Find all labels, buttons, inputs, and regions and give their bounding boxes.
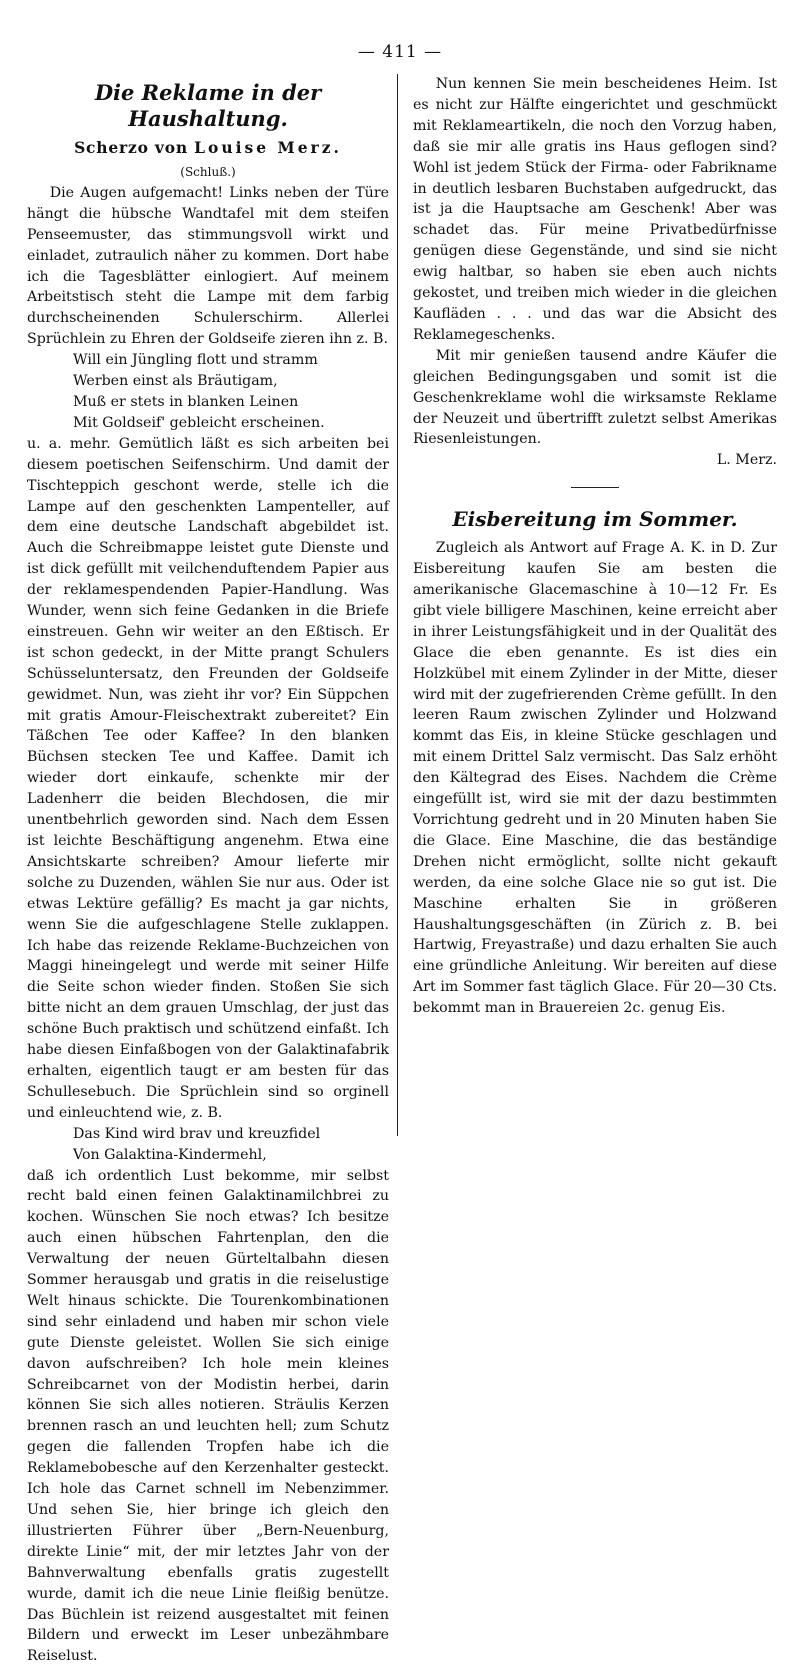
left-column bbox=[27, 74, 389, 1667]
verse-line: Das Kind wird brav und kreuzfidel bbox=[27, 1124, 389, 1145]
continuation-note: (Schluß.) bbox=[27, 163, 389, 181]
verse-line: Muß er stets in blanken Leinen bbox=[27, 392, 389, 413]
verse-line: Will ein Jüngling flott und stramm bbox=[27, 350, 389, 371]
verse-line: Mit Goldseif' gebleicht erscheinen. bbox=[27, 413, 389, 434]
paragraph: Mit mir genießen tausend andre Käufer die gleichen Bedingungsgaben und somit ist die Geschenkreklame wohl die wirksamste Reklame der Neuzeit und übertrifft zuletzt selbst Amerikas Riesenleistungen. bbox=[413, 346, 777, 451]
article-subtitle bbox=[27, 138, 389, 159]
right-column bbox=[413, 74, 777, 1019]
signature: L. Merz. bbox=[413, 450, 777, 471]
paragraph: Die Augen aufgemacht! Links neben der Türe hängt die hübsche Wandtafel mit dem steifen Penseemuster, das stimmungsvoll wirkt und einladet, zutraulich näher zu kommen. Dort habe ich die Tagesblätter einlogiert. Auf meinem Arbeitstisch steht die Lampe mit dem farbig durchscheinenden Schulerschirm. Allerlei Sprüchlein zu Ehren der Goldseife zieren ihn z. B. bbox=[27, 183, 389, 350]
column-divider bbox=[397, 74, 398, 1136]
section-divider bbox=[571, 487, 619, 488]
verse-line: Von Galaktina-Kindermehl, bbox=[27, 1145, 389, 1166]
page-number: — 411 — bbox=[0, 42, 800, 62]
author-name: Louise Merz. bbox=[194, 138, 342, 157]
paragraph: u. a. mehr. Gemütlich läßt es sich arbeiten bei diesem poetischen Seifenschirm. Und damit der Tischteppich geschont werde, stelle ich die Lampe auf den geschenkten Lampenteller, auf dem eine deutsche Landschaft abgebildet ist. Auch die Schreibmappe leistet gute Dienste und ist dick gefüllt mit veilchenduftendem Papier aus der reklamespendenden Papier-Handlung. Was Wunder, wenn sich feine Gedanken in die Briefe einstreuen. Gehn wir weiter an den Eßtisch. Er ist schon gedeckt, in der Mitte prangt Schulers Schüsseluntersatz, den Freunden der Goldseife gewidmet. Nun, was zieht ihr vor? Ein Süppchen mit gratis Amour-Fleischextrakt zubereitet? Ein Täßchen Tee oder Kaffee? In den blanken Büchsen stecken Tee und Kaffee. Damit ich wieder dort einkaufe, schenkte mir der Ladenherr die beiden Blechdosen, die mir unentbehrlich geworden sind. Nach dem Essen ist leichte Beschäftigung angenehm. Etwa eine Ansichtskarte schreiben? Amour lieferte mir solche zu Duzenden, wählen Sie nur aus. Oder ist etwas Lektüre gefällig? Es macht ja gar nichts, wenn Sie die aufgeschlagene Stelle zuklappen. Ich habe das reizende Reklame-Buchzeichen von Maggi hineingelegt und werde mit seiner Hilfe die Seite schon wieder finden. Stoßen Sie sich bitte nicht an dem grauen Umschlag, der just das schöne Buch praktisch und schützend einfaßt. Ich habe diesen Einfaßbogen von der Galaktinafabrik erhalten, eigentlich taugt er am besten für das Schullesebuch. Die Sprüchlein sind so orginell und einleuchtend wie, z. B. bbox=[27, 434, 389, 1124]
article-title: Die Reklame in der Haushaltung. bbox=[27, 80, 389, 132]
paragraph: Nun kennen Sie mein bescheidenes Heim. Ist es nicht zur Hälfte eingerichtet und geschmückt mit Reklameartikeln, die noch den Vorzug haben, daß sie mir alle gratis ins Haus geflogen sind? Wohl ist jedem Stück der Firma- oder Fabrikname in deutlich lesbaren Buchstaben aufgedruckt, das ist ja die Hauptsache am Geschenk! Aber was schadet das. Für meine Privatbedürfnisse genügen diese Gegenstände, und sind sie nicht ewig haltbar, so haben sie eben auch nichts gekostet, und treiben mich wieder in die gleichen Kaufläden . . . und das war die Absicht des Reklamegeschenks. bbox=[413, 74, 777, 346]
paragraph: daß ich ordentlich Lust bekomme, mir selbst recht bald einen feinen Galaktinamilchbrei zu kochen. Wünschen Sie noch etwas? Ich besitze auch einen hübschen Fahrtenplan, den die Verwaltung der neuen Gürteltalbahn diesen Sommer herausgab und gratis in die reiselustige Welt hinaus schickte. Die Tourenkombinationen sind sehr einladend und haben mir schon viele gute Dienste geleistet. Wollen Sie sich einige davon aufschreiben? Ich hole mein kleines Schreibcarnet von der Modistin herbei, darin können Sie sich alles notieren. Sträulis Kerzen brennen rasch an und leuchten hell; zum Schutz gegen die fallenden Tropfen habe ich die Reklamebobesche auf den Kerzenhalter gesteckt. Ich hole das Carnet schnell im Nebenzimmer. Und sehen Sie, hier bringe ich gleich den illustrierten Führer über „Bern-Neuenburg, direkte Linie“ mit, der mir letztes Jahr von der Bahnverwaltung ebenfalls gratis zugestellt wurde, damit ich die neue Linie fleißig benütze. Das Büchlein ist reizend ausgestaltet mit feinen Bildern und erweckt im Leser unbezähmbare Reiselust. bbox=[27, 1166, 389, 1667]
paragraph: Zugleich als Antwort auf Frage A. K. in D. Zur Eisbereitung kaufen Sie am besten die amerikanische Glacemaschine à 10—12 Fr. Es gibt viele billigere Maschinen, keine erreicht aber in ihrer Leistungsfähigkeit und in der Qualität des Glace die eben genannte. Es ist dies ein Holzkübel mit einem Zylinder in der Mitte, dieser wird mit der zugefrierenden Crème gefüllt. In den leeren Raum zwischen Zylinder und Holzwand kommt das Eis, in kleine Stücke geschlagen und mit einem Drittel Salz vermischt. Das Salz erhöht den Kältegrad des Eises. Nachdem die Crème eingefüllt ist, wird sie mit der dazu bestimmten Vorrichtung gedreht und in 20 Minuten haben Sie die Glace. Eine Maschine, die das beständige Drehen nicht ermöglicht, sollte nicht gekauft werden, da eine solche Glace nie so gut ist. Die Maschine erhalten Sie in größeren Haushaltungsgeschäften (in Zürich z. B. bei Hartwig, Freyastraße) und dazu erhalten Sie auch eine gründliche Anleitung. Wir bereiten auf diese Art im Sommer fast täglich Glace. Für 20—30 Cts. bekommt man in Brauereien 2c. genug Eis. bbox=[413, 538, 777, 1019]
section-title: Eisbereitung im Sommer. bbox=[413, 506, 777, 532]
verse-line: Werben einst als Bräutigam, bbox=[27, 371, 389, 392]
subtitle-prefix: Scherzo von bbox=[74, 138, 188, 157]
